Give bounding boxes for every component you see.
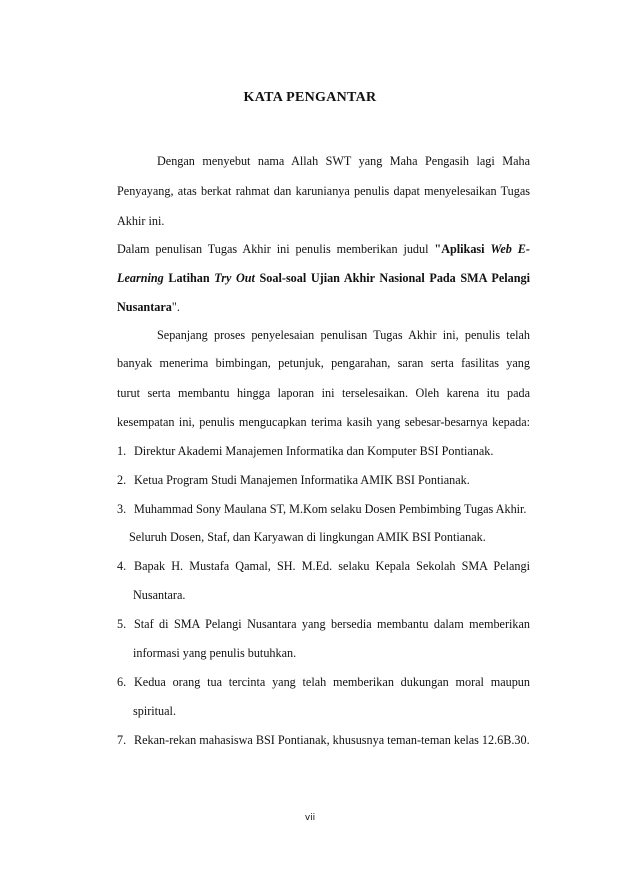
list-item: [117, 501, 530, 517]
paragraph-2-title-end: Nusantara: [117, 300, 172, 314]
paragraph-3-line-2: banyak menerima bimbingan, petunjuk, pengarahan, saran serta fasilitas yang: [117, 356, 530, 370]
list-text: Bapak H. Mustafa Qamal, SH. M.Ed. selaku Kepala Sekolah SMA Pelangi: [134, 559, 530, 573]
paragraph-1-line-1: Dengan menyebut nama Allah SWT yang Maha Pengasih lagi Maha: [157, 154, 530, 168]
list-number: 3.: [117, 502, 127, 516]
page-number: vii: [304, 813, 316, 823]
list-text: Ketua Program Studi Manajemen Informatika AMIK BSI Pontianak.: [134, 473, 470, 487]
paragraph-3-line-1: Sepanjang proses penyelesaian penulisan Tugas Akhir ini, penulis telah: [157, 328, 530, 342]
list-item-continuation: Nusantara.: [133, 588, 186, 602]
paragraph-2-text: Dalam penulisan Tugas Akhir ini penulis memberikan judul: [117, 242, 435, 256]
paragraph-2-line-1: [117, 241, 530, 257]
paragraph-3-line-3: turut serta membantu hingga laporan ini terselesaikan. Oleh karena itu pada: [117, 386, 530, 400]
page-title: KATA PENGANTAR: [243, 90, 377, 105]
list-text: Muhammad Sony Maulana ST, M.Kom selaku Dosen Pembimbing Tugas Akhir.: [134, 502, 527, 516]
list-item: [117, 616, 530, 632]
list-item-continuation: spiritual.: [133, 704, 176, 718]
list-text: Direktur Akademi Manajemen Informatika dan Komputer BSI Pontianak.: [134, 444, 494, 458]
paragraph-2-title-italic-3: Try Out: [214, 271, 255, 285]
list-item: [117, 472, 530, 488]
list-number: 6.: [117, 675, 127, 689]
list-item: [117, 558, 530, 574]
list-item: [117, 443, 530, 459]
list-text: Rekan-rekan mahasiswa BSI Pontianak, khususnya teman-teman kelas 12.6B.30.: [134, 733, 530, 747]
paragraph-2-title-italic-1: Web E-: [490, 242, 530, 256]
paragraph-1-line-2: Penyayang, atas berkat rahmat dan karunianya penulis dapat menyelesaikan Tugas: [117, 184, 530, 198]
list-text: Staf di SMA Pelangi Nusantara yang bersedia membantu dalam memberikan: [134, 617, 530, 631]
paragraph-2-title-part-b: Soal-soal Ujian Akhir Nasional Pada SMA Pelangi: [254, 271, 530, 285]
paragraph-2-title-start: "Aplikasi: [434, 242, 491, 256]
list-number: 5.: [117, 617, 127, 631]
paragraph-3-line-4: kesempatan ini, penulis mengucapkan terima kasih yang sebesar-besarnya kepada:: [117, 415, 530, 429]
paragraph-1-line-3: Akhir ini.: [117, 214, 165, 228]
paragraph-2-title-italic-2: Learning: [117, 271, 164, 285]
list-number: 2.: [117, 473, 127, 487]
list-item: [117, 732, 530, 748]
list-item-continuation: informasi yang penulis butuhkan.: [133, 646, 297, 660]
list-item: [117, 674, 530, 690]
list-text: Seluruh Dosen, Staf, dan Karyawan di lingkungan AMIK BSI Pontianak.: [129, 530, 486, 544]
list-item: [129, 529, 530, 545]
list-number: 1.: [117, 444, 127, 458]
paragraph-2-closing: ".: [171, 300, 180, 314]
list-text: Kedua orang tua tercinta yang telah memberikan dukungan moral maupun: [134, 675, 530, 689]
paragraph-2-title-part-a: Latihan: [163, 271, 215, 285]
paragraph-2-line-2: [117, 270, 530, 286]
list-number: 4.: [117, 559, 127, 573]
paragraph-2-line-3: [117, 299, 530, 315]
list-number: 7.: [117, 733, 127, 747]
